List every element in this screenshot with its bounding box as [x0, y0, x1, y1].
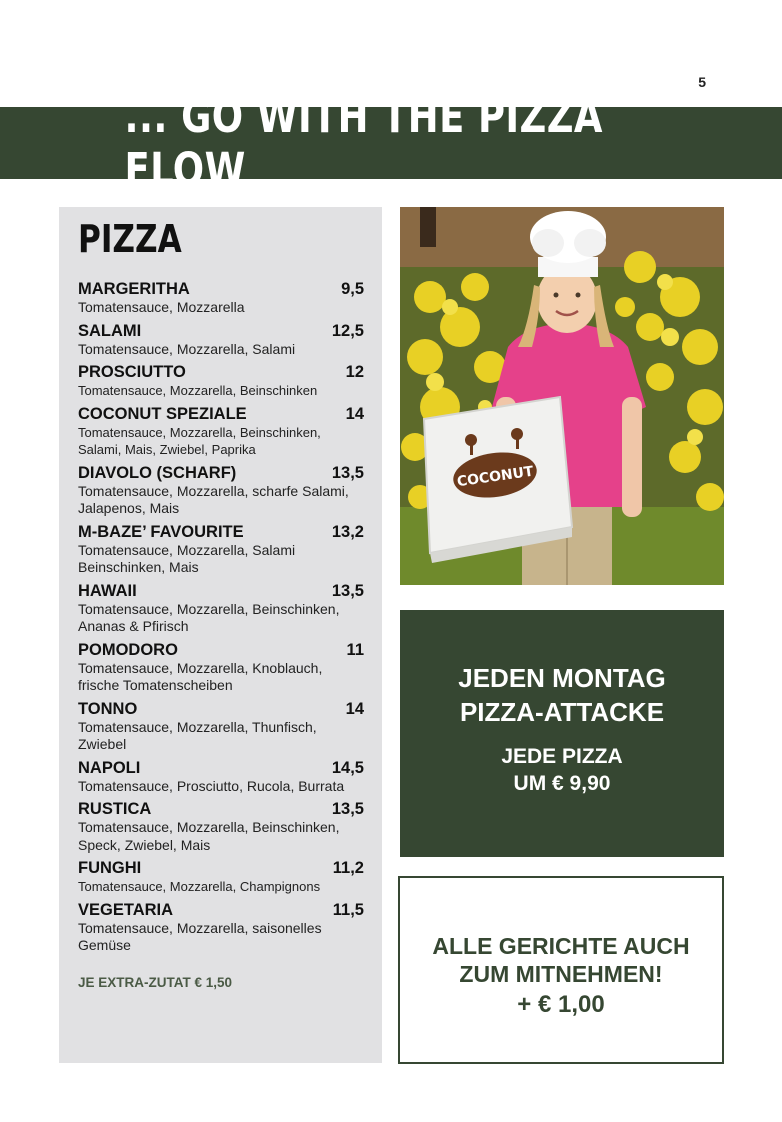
menu-item	[78, 640, 364, 695]
item-description: Tomatensauce, Mozzarella, Beinschinken	[78, 383, 318, 398]
item-description: Tomatensauce, Mozzarella, Salami Beinschinken, Mais	[78, 541, 296, 575]
item-description: Tomatensauce, Mozzarella, saisonelles Gemüse	[78, 919, 322, 953]
item-name: NAPOLI	[78, 758, 141, 777]
item-description: Tomatensauce, Prosciutto, Rucola, Burrata	[78, 777, 345, 794]
item-price: 13,5	[331, 800, 364, 818]
item-price: 14	[345, 699, 364, 718]
menu-item	[78, 279, 364, 317]
menu-item	[78, 900, 364, 955]
item-price: 14	[345, 404, 364, 423]
box-logo-text: COCONUT	[456, 463, 535, 491]
item-price: 12,5	[331, 321, 364, 340]
banner-title: ... GO WITH THE PIZZA FLOW	[124, 90, 603, 196]
header-banner	[0, 90, 782, 196]
item-price: 11	[346, 640, 364, 659]
takeaway-line1: ALLE GERICHTE AUCH	[432, 933, 690, 959]
item-description: Tomatensauce, Mozzarella, Champignons	[78, 879, 321, 894]
promo-sub-line2: UM € 9,90	[513, 772, 611, 795]
item-name: MARGERITHA	[78, 280, 190, 298]
promo-title-line1: JEDEN MONTAG	[458, 663, 666, 693]
menu-item	[78, 799, 364, 854]
takeaway-line2: ZUM MITNEHMEN!	[459, 961, 663, 987]
menu-item	[78, 758, 364, 796]
pizza-menu-panel	[59, 207, 382, 1063]
promo-sub-line1: JEDE PIZZA	[501, 745, 623, 768]
menu-item	[78, 321, 364, 359]
page-number: 5	[698, 74, 706, 90]
menu-heading: PIZZA	[78, 217, 182, 261]
item-name: M-BAZE’ FAVOURITE	[78, 522, 244, 541]
item-price: 11,2	[332, 859, 364, 877]
item-name: RUSTICA	[78, 800, 152, 818]
item-name: HAWAII	[78, 581, 137, 600]
menu-item	[78, 463, 364, 518]
item-price: 14,5	[331, 758, 364, 777]
menu-item	[78, 404, 364, 459]
item-price: 9,5	[341, 280, 364, 298]
item-name: DIAVOLO (SCHARF)	[78, 463, 237, 482]
item-description: Tomatensauce, Mozzarella, Salami	[78, 340, 296, 357]
item-price: 11,5	[332, 900, 364, 919]
item-name: COCONUT SPEZIALE	[78, 404, 247, 423]
chef-girl-photo	[400, 207, 724, 585]
monday-promo-box	[400, 610, 724, 857]
menu-item	[78, 699, 364, 754]
menu-item	[78, 522, 364, 577]
item-description: Tomatensauce, Mozzarella	[78, 299, 245, 315]
item-description: Tomatensauce, Mozzarella, Beinschinken, Speck, Zwiebel, Mais	[78, 819, 340, 853]
item-price: 13,2	[331, 522, 364, 541]
item-description: Tomatensauce, Mozzarella, Beinschinken, Salami, Mais, Zwiebel, Paprika	[78, 424, 321, 457]
menu-item	[78, 581, 364, 636]
item-name: TONNO	[78, 699, 138, 718]
item-name: PROSCIUTTO	[78, 363, 186, 381]
extra-topping-note: JE EXTRA-ZUTAT € 1,50	[78, 974, 233, 990]
item-price: 13,5	[331, 463, 364, 482]
item-price: 13,5	[331, 581, 364, 600]
item-description: Tomatensauce, Mozzarella, Thunfisch, Zwiebel	[78, 718, 317, 752]
item-description: Tomatensauce, Mozzarella, Knoblauch, frische Tomatenscheiben	[78, 659, 323, 693]
menu-item	[78, 858, 364, 896]
item-name: SALAMI	[78, 321, 142, 340]
promo-title-line2: PIZZA-ATTACKE	[459, 697, 665, 727]
item-description: Tomatensauce, Mozzarella, Beinschinken, Ananas & Pfirisch	[78, 600, 340, 634]
item-name: POMODORO	[78, 640, 178, 659]
menu-item	[78, 362, 364, 400]
item-name: VEGETARIA	[78, 900, 174, 919]
item-description: Tomatensauce, Mozzarella, scharfe Salami, Jalapenos, Mais	[78, 482, 349, 516]
item-name: FUNGHI	[78, 859, 142, 877]
takeaway-box	[398, 876, 724, 1064]
takeaway-price: + € 1,00	[517, 991, 605, 1018]
item-price: 12	[345, 363, 364, 381]
